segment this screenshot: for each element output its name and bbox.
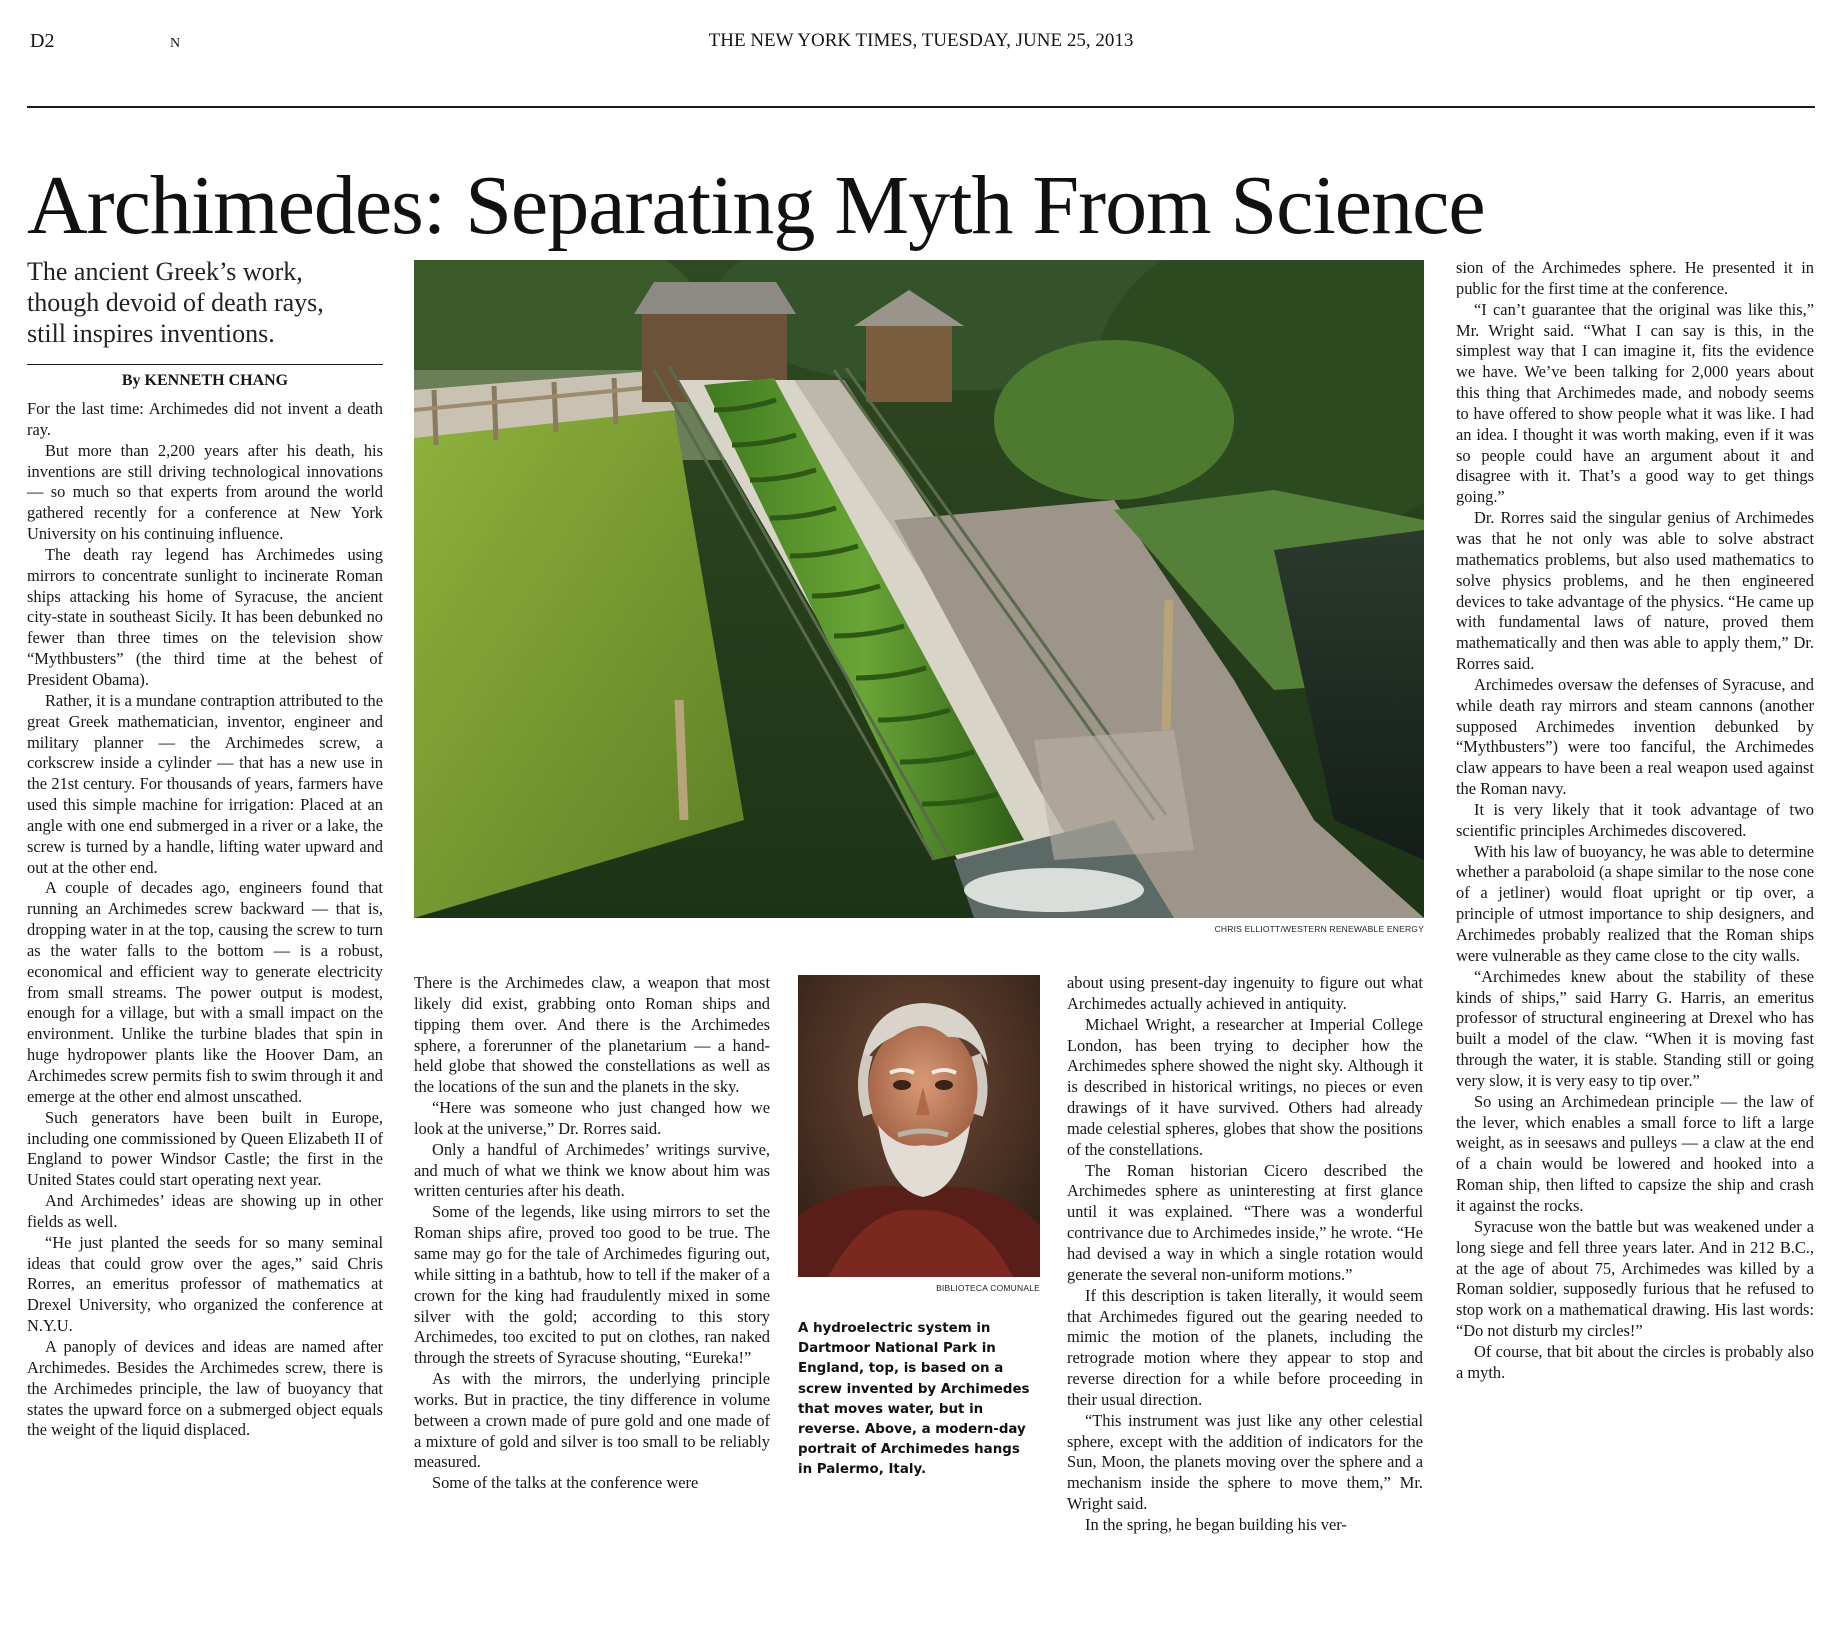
page-number: D2	[30, 30, 55, 52]
portrait-credit: BIBLIOTECA COMUNALE	[936, 1283, 1040, 1293]
caption-line: England, top, is based on a	[798, 1361, 1004, 1377]
paragraph: And Archimedes’ ideas are showing up in other fields as well.	[27, 1191, 383, 1231]
dateline: THE NEW YORK TIMES, TUESDAY, JUNE 25, 2013	[708, 30, 1134, 51]
paragraph: Syracuse won the battle but was weakened under a long siege and fell three years later. And in 212 B.C., at the age of about 75, Archimedes was killed by a Roman soldier, supposedly furious that he refused to stop work on a mathematical drawing. His last words: “Do not disturb my circles!”	[1456, 1216, 1814, 1341]
paragraph: In the spring, he began building his ver-	[1085, 1514, 1347, 1534]
deck-line: The ancient Greek’s work,	[27, 257, 303, 286]
edition-mark: N	[170, 36, 181, 51]
header-rule	[27, 106, 1815, 108]
paragraph: The death ray legend has Archimedes using mirrors to concentrate sunlight to incinerate Roman ships attacking his home of Syracuse, the ancient city-state in southeast Sicily. It has been debunked no fewer than three times on the television show “Mythbusters” (the third time at the behest of President Obama).	[27, 544, 383, 689]
paragraph: For the last time: Archimedes did not invent a death ray.	[27, 399, 383, 439]
paragraph: “Here was someone who just changed how we look at the universe,” Dr. Rorres said.	[414, 1098, 770, 1138]
paragraph: A couple of decades ago, engineers found that running an Archimedes screw backward — that is, dropping water in at the top, causing the screw to turn as the water falls to the bottom — is a robust, economical and efficient way to generate electricity from small streams. The power output is modest, enough for a village, but with a small impact on the environment. Unlike the turbine blades that spin in huge hydropower plants like the Hoover Dam, an Archimedes screw permits fish to swim through it and emerge at the other end almost unscathed.	[27, 878, 383, 1106]
caption-line: screw invented by Archimedes	[798, 1381, 1030, 1397]
paragraph: about using present-day ingenuity to figure out what Archimedes actually achieved in antiquity.	[1067, 973, 1423, 1013]
main-photo-credit: CHRIS ELLIOTT/WESTERN RENEWABLE ENERGY	[1214, 924, 1424, 934]
paragraph: A panoply of devices and ideas are named after Archimedes. Besides the Archimedes screw, there is the Archimedes principle, the law of buoyancy that states the upward force on a submerged object equals the weight of the liquid displaced.	[27, 1336, 383, 1440]
deck-rule	[27, 364, 383, 365]
deck-line: still inspires inventions.	[27, 319, 275, 348]
paragraph: If this description is taken literally, it would seem that Archimedes figured out the gearing needed to mimic the motion of the planets, including the retrograde motion where they appear to stop and reverse direction for a while before proceeding in their usual direction.	[1067, 1285, 1423, 1409]
caption-line: in Palermo, Italy.	[798, 1462, 927, 1478]
paragraph: “I can’t guarantee that the original was like this,” Mr. Wright said. “What I can say is this, in the simplest way that I can imagine it, fits the evidence we have. We’ve been talking for 2,000 years about this thing that Archimedes made, and nobody seems to have offered to show people what it was like. I had an idea. I thought it was worth making, even if it was so people could have an argument about it and disagree with it. That’s a good way to get things going.”	[1456, 299, 1814, 507]
article-column-4	[1456, 258, 1814, 1384]
archimedes-screw-photo	[414, 260, 1424, 918]
paragraph: There is the Archimedes claw, a weapon that most likely did exist, grabbing onto Roman ships and tipping them over. And there is the Archimedes sphere, a forerunner of the planetarium — a hand-held globe that showed the constellations as well as the locations of the sun and the planets in the sky.	[414, 973, 770, 1097]
paragraph: The Roman historian Cicero described the Archimedes sphere as uninteresting at first glance until it was explained. “There was a wonderful contrivance due to Archimedes inside,” he wrote. “He had devised a way in which a single rotation would generate the several non-uniform motions.”	[1067, 1160, 1423, 1284]
article-column-3	[1067, 973, 1423, 1536]
paragraph: Rather, it is a mundane contraption attributed to the great Greek mathematician, inventor, engineer and military planner — the Archimedes screw, a corkscrew inside a cylinder — that has a new use in the 21st century. For thousands of years, farmers have used this simple machine for irrigation: Placed at an angle with one end submerged in a river or a lake, the screw is turned by a handle, lifting water upward and out at the other end.	[27, 690, 383, 877]
paragraph: “Archimedes knew about the stability of these kinds of ships,” said Harry G. Harris, an emeritus professor of structural engineering at Drexel who has built a model of the claw. “When it is moving fast through the water, it is stable. Standing still or going very slow, it is very easy to tip over.”	[1456, 966, 1814, 1090]
caption-line: A hydroelectric system in	[798, 1321, 991, 1336]
portrait-photo	[798, 975, 1040, 1277]
paragraph: So using an Archimedean principle — the law of the lever, which enables a small force to lift a large weight, as in seesaws and pulleys — a claw at the end of a chain would be lowered and hooked into a Roman ship, then lifted to capsize the ship and crash it against the rocks.	[1456, 1091, 1814, 1215]
paragraph: “He just planted the seeds for so many seminal ideas that could grow over the ages,” said Chris Rorres, an emeritus professor of mathematics at Drexel University, who organized the conference at N.Y.U.	[27, 1232, 383, 1336]
archimedes-portrait	[798, 975, 1040, 1277]
paragraph: Some of the talks at the conference were	[432, 1473, 699, 1493]
paragraph: sion of the Archimedes sphere. He presented it in public for the first time at the conference.	[1456, 258, 1814, 298]
article-column-2	[414, 973, 770, 1494]
article-column-1	[27, 399, 383, 1441]
paragraph: But more than 2,200 years after his death, his inventions are still driving technological innovations — so much so that experts from around the world gathered recently for a conference at New York University on his continuing influence.	[27, 440, 383, 544]
article-headline: Archimedes: Separating Myth From Science	[27, 159, 1485, 252]
main-photo	[414, 260, 1424, 918]
paragraph: Michael Wright, a researcher at Imperial College London, has been trying to decipher how the Archimedes sphere showed the night sky. Although it is described in historical writings, no pieces or even drawings of it have survived. Others had already made celestial spheres, globes that show the positions of the constellations.	[1067, 1014, 1423, 1159]
paragraph: Such generators have been built in Europe, including one commissioned by Queen Elizabeth II of England to power Windsor Castle; the first in the United States could start operating next year.	[27, 1107, 383, 1190]
paragraph: As with the mirrors, the underlying principle works. But in practice, the tiny difference in volume between a crown made of pure gold and one made of a mixture of gold and silver is too small to be reliably measured.	[414, 1369, 770, 1472]
caption-line: that moves water, but in	[798, 1401, 984, 1417]
paragraph: Of course, that bit about the circles is probably also a myth.	[1456, 1341, 1814, 1382]
byline: By KENNETH CHANG	[121, 372, 289, 389]
article-deck	[27, 256, 387, 349]
paragraph: It is very likely that it took advantage of two scientific principles Archimedes discovered.	[1456, 799, 1814, 840]
photo-caption	[798, 1319, 1048, 1481]
paragraph: Archimedes oversaw the defenses of Syracuse, and while death ray mirrors and steam cannons (another supposed Archimedes invention debunked by “Mythbusters”) were too fanciful, the Archimedes claw appears to have been a real weapon used against the Roman navy.	[1456, 674, 1814, 799]
paragraph: With his law of buoyancy, he was able to determine whether a paraboloid (a shape similar to the nose cone of a jetliner) would float upright or tip over, a principle of utmost importance to ship designers, and Archimedes probably realized that the Roman ships were vulnerable as they came close to the city walls.	[1456, 841, 1814, 965]
caption-line: portrait of Archimedes hangs	[798, 1442, 1020, 1458]
paragraph: “This instrument was just like any other celestial sphere, except with the addition of indicators for the Sun, Moon, the planets moving over the sphere and a mechanism inside the sphere to move them,” Mr. Wright said.	[1067, 1410, 1423, 1514]
paragraph: Only a handful of Archimedes’ writings survive, and much of what we think we know about him was written centuries after his death.	[414, 1139, 770, 1201]
caption-line: Dartmoor National Park in	[798, 1341, 996, 1357]
deck-line: though devoid of death rays,	[27, 288, 324, 317]
paragraph: Some of the legends, like using mirrors to set the Roman ships afire, proved too good to be true. The same may go for the tale of Archimedes figuring out, while sitting in a bathtub, how to tell if the maker of a crown for the king had fraudulently mixed in some silver with the gold; according to this story Archimedes, too excited to put on clothes, ran naked through the streets of Syracuse shouting, “Eureka!”	[414, 1202, 770, 1368]
paragraph: Dr. Rorres said the singular genius of Archimedes was that he not only was able to solve abstract mathematics problems, but also used mathematics to solve physics problems, and he then engineered devices to take advantage of the physics. “He came up with fundamental laws of nature, proved them mathematically and then was able to apply them,” Dr. Rorres said.	[1456, 508, 1814, 674]
caption-line: reverse. Above, a modern-day	[798, 1422, 1026, 1438]
